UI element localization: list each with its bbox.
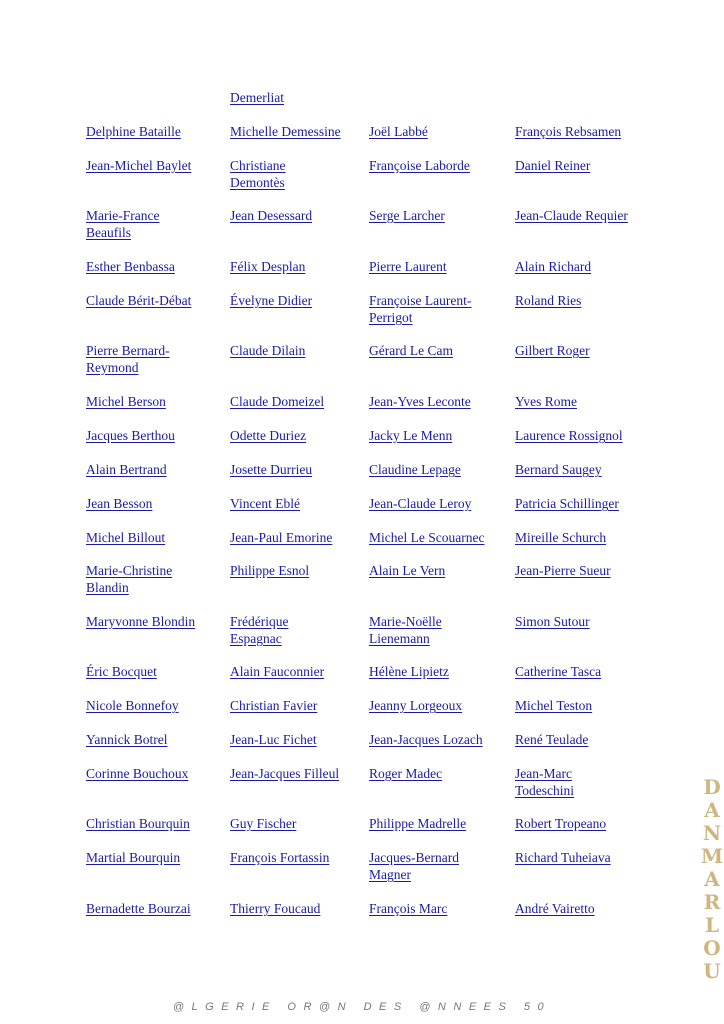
senator-link[interactable]: Marie-Noëlle Lienemann: [369, 614, 442, 646]
senator-link[interactable]: Philippe Esnol: [230, 563, 310, 578]
senator-link[interactable]: Philippe Madrelle: [369, 816, 467, 831]
senator-link[interactable]: Vincent Eblé: [230, 496, 301, 511]
senator-link[interactable]: Alain Le Vern: [369, 563, 446, 578]
senator-link[interactable]: Jeanny Lorgeoux: [369, 698, 463, 713]
senator-link[interactable]: Richard Tuheiava: [515, 850, 611, 865]
senator-link[interactable]: Jean-Pierre Sueur: [515, 563, 611, 578]
senator-link[interactable]: Jean-Claude Requier: [515, 208, 628, 223]
senator-link[interactable]: Frédérique Espagnac: [230, 614, 289, 646]
senator-link[interactable]: René Teulade: [515, 732, 589, 747]
senator-link[interactable]: Alain Richard: [515, 259, 592, 274]
senator-link[interactable]: Thierry Foucaud: [230, 901, 321, 916]
senator-link[interactable]: Michel Teston: [515, 698, 593, 713]
senator-link[interactable]: Jean Besson: [86, 496, 153, 511]
senator-link[interactable]: Michel Berson: [86, 394, 166, 409]
senator-link[interactable]: Françoise Laurent-Perrigot: [369, 293, 472, 325]
senator-link[interactable]: Pierre Bernard-Reymond: [86, 343, 170, 375]
senator-link[interactable]: Christian Favier: [230, 698, 318, 713]
senator-link[interactable]: Alain Bertrand: [86, 462, 167, 477]
senator-link[interactable]: Pierre Laurent: [369, 259, 447, 274]
senator-link[interactable]: Catherine Tasca: [515, 664, 602, 679]
senator-link[interactable]: François Rebsamen: [515, 124, 622, 139]
senator-link[interactable]: Claude Bérit-Débat: [86, 293, 192, 308]
senator-link[interactable]: Odette Duriez: [230, 428, 307, 443]
senator-link[interactable]: Mireille Schurch: [515, 530, 607, 545]
senator-link[interactable]: Jacques-Bernard Magner: [369, 850, 459, 882]
senator-link[interactable]: François Fortassin: [230, 850, 330, 865]
senator-link[interactable]: Nicole Bonnefoy: [86, 698, 179, 713]
senator-link[interactable]: Serge Larcher: [369, 208, 445, 223]
side-watermark: DANMARLOU: [700, 775, 724, 983]
senator-link[interactable]: Marie-France Beaufils: [86, 208, 160, 240]
senator-link[interactable]: Guy Fischer: [230, 816, 297, 831]
senator-link[interactable]: Hélène Lipietz: [369, 664, 449, 679]
senator-link[interactable]: Maryvonne Blondin: [86, 614, 196, 629]
senator-link[interactable]: Gérard Le Cam: [369, 343, 453, 358]
senator-link[interactable]: Robert Tropeano: [515, 816, 607, 831]
senator-link[interactable]: François Marc: [369, 901, 448, 916]
senator-link[interactable]: Michel Billout: [86, 530, 166, 545]
senator-link[interactable]: Roger Madec: [369, 766, 443, 781]
senator-link[interactable]: Laurence Rossignol: [515, 428, 623, 443]
senator-link[interactable]: Jean-Michel Baylet: [86, 158, 192, 173]
senator-link[interactable]: Bernadette Bourzai: [86, 901, 191, 916]
senator-link[interactable]: Jean-Claude Leroy: [369, 496, 472, 511]
senator-link[interactable]: Claudine Lepage: [369, 462, 461, 477]
senator-link[interactable]: Yves Rome: [515, 394, 578, 409]
senator-link[interactable]: Michelle Demessine: [230, 124, 341, 139]
senator-link[interactable]: Martial Bourquin: [86, 850, 181, 865]
senator-link[interactable]: Jean-Jacques Filleul: [230, 766, 340, 781]
senator-link[interactable]: Jean-Jacques Lozach: [369, 732, 483, 747]
senator-link[interactable]: Esther Benbassa: [86, 259, 175, 274]
senator-link[interactable]: Yannick Botrel: [86, 732, 168, 747]
senator-link[interactable]: Éric Bocquet: [86, 664, 157, 679]
senator-link[interactable]: Évelyne Didier: [230, 293, 313, 308]
senator-link[interactable]: Demerliat: [230, 90, 284, 105]
senator-link[interactable]: Bernard Saugey: [515, 462, 602, 477]
senator-link[interactable]: Jacques Berthou: [86, 428, 175, 443]
senator-link[interactable]: Roland Ries: [515, 293, 582, 308]
senator-link[interactable]: Claude Dilain: [230, 343, 306, 358]
senator-link[interactable]: Daniel Reiner: [515, 158, 591, 173]
senator-link[interactable]: Jean-Paul Emorine: [230, 530, 333, 545]
senator-link[interactable]: Gilbert Roger: [515, 343, 590, 358]
page-footer: @LGERIE OR@N DES @NNEES 50: [172, 1001, 552, 1013]
senator-link[interactable]: Jean-Yves Leconte: [369, 394, 471, 409]
senator-link[interactable]: Michel Le Scouarnec: [369, 530, 485, 545]
senator-link[interactable]: Marie-Christine Blandin: [86, 563, 173, 595]
senator-link[interactable]: Jean-Luc Fichet: [230, 732, 317, 747]
senator-link[interactable]: Félix Desplan: [230, 259, 306, 274]
senator-link[interactable]: Christiane Demontès: [230, 158, 286, 190]
senator-link[interactable]: Jean Desessard: [230, 208, 313, 223]
senator-link[interactable]: André Vairetto: [515, 901, 595, 916]
senator-link[interactable]: Corinne Bouchoux: [86, 766, 189, 781]
senator-link[interactable]: Jean-Marc Todeschini: [515, 766, 575, 798]
senator-link[interactable]: Alain Fauconnier: [230, 664, 325, 679]
senator-link[interactable]: Delphine Bataille: [86, 124, 181, 139]
senator-link[interactable]: Françoise Laborde: [369, 158, 470, 173]
senator-link[interactable]: Christian Bourquin: [86, 816, 190, 831]
senator-link[interactable]: Simon Sutour: [515, 614, 590, 629]
senator-link[interactable]: Jacky Le Menn: [369, 428, 453, 443]
senator-link[interactable]: Josette Durrieu: [230, 462, 313, 477]
senator-link[interactable]: Joël Labbé: [369, 124, 428, 139]
senator-link[interactable]: Claude Domeizel: [230, 394, 325, 409]
senator-link[interactable]: Patricia Schillinger: [515, 496, 619, 511]
